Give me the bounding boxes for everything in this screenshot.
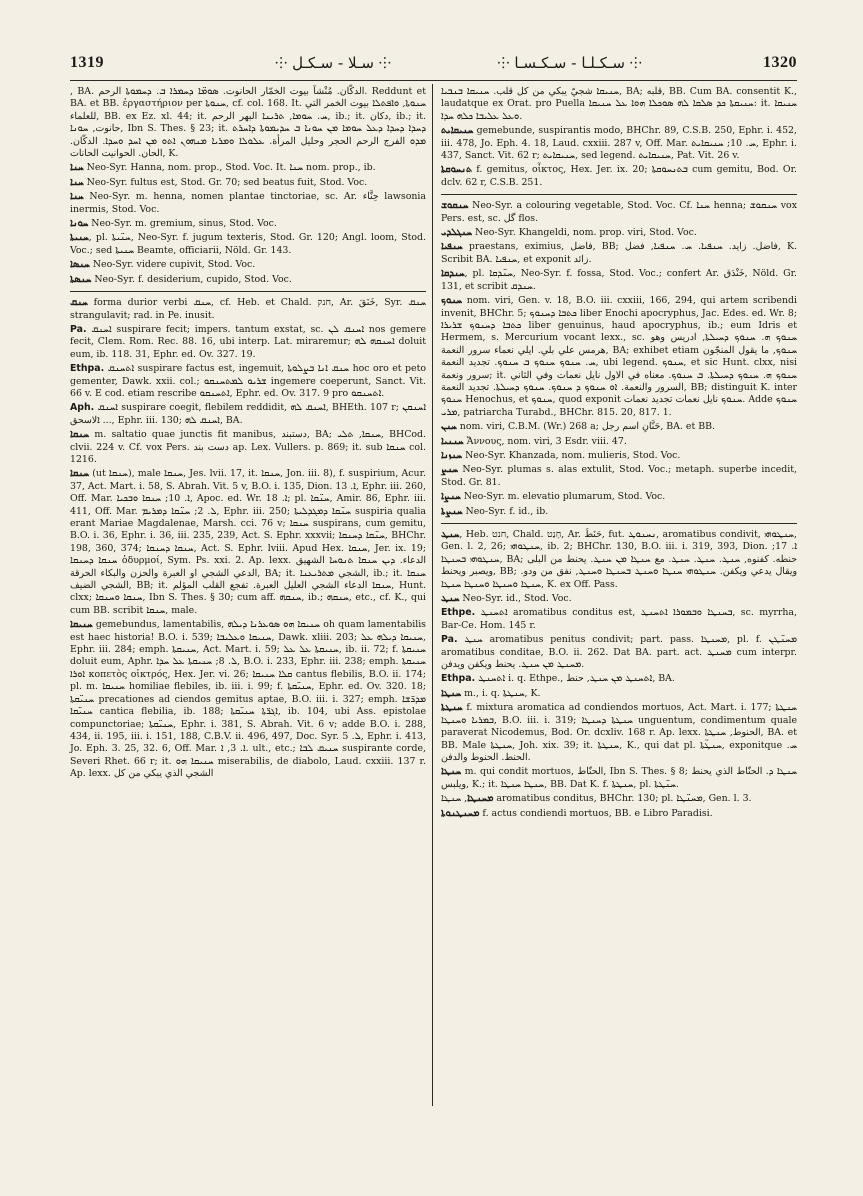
- entry-lemma: ܚܢܝܩܐܝܬ: [441, 125, 474, 137]
- dictionary-entry: [70, 218, 426, 230]
- dictionary-entry: [441, 688, 797, 700]
- dictionary-entry: [70, 468, 426, 617]
- entry-text: gemebunde, suspirantis modo, BHChr. 89, C.S.B. 250, Ephr. i. 452, iii. 478, Jo. Eph. 4. 18, Laud. cxxiii. 287 v, Off. Mar. ܚ. 10; ܚܢܝܩܐܝܬ, Ephr. i. 437, Sanct. Vit. 62 r; ܚܢܝܩܐܝܬ, sed legend. ܚܢܝܩܐܝܬ, Pat. Vit. 26 v.: [441, 125, 798, 162]
- entry-text: m., i. q. ܚܢܛܬܐ, K.: [461, 687, 541, 699]
- entry-lemma: ܚܢܙܢܐ: [441, 449, 463, 461]
- entry-text: Neo-Syr. fultus est, Stod. Gr. 70; sed beatus fuit, Stod. Voc.: [83, 176, 368, 188]
- dictionary-entry: [441, 808, 797, 820]
- left-page-number: 1319: [70, 54, 104, 71]
- entry-lemma: ܚܢܣܐ: [70, 259, 90, 271]
- entry-lemma: ܚܢܩܐ: [70, 468, 90, 480]
- right-column: [441, 86, 797, 822]
- dictionary-entry: [441, 634, 797, 671]
- entry-text: ܐܚܢܩ suspirare coegit, flebilem reddidit, ܐܚܢܩ ܠܗ, BHEth. 107 r; ܐܚܢܩܢ ... ܐلاسحق, Ephr. iii. 130; ܐܚܢܩ ܠܗ, BA.: [70, 402, 426, 426]
- entry-text: Neo-Syr. f. id., ib.: [462, 505, 549, 517]
- entry-text: ܚܢܛ aromatibus penitus condivit; part. pass. ܡܚܢܛܐ, pl. f. ܡܚܢ̈ܛܢ aromatibus conditae, B.O. ii. 262. Dat BA. part. act. ܡܚܢܛ cum interpr. ܡܚܢܛ ܡܢ ܚܢܛ. يحنط ويكفن ويدفن.: [441, 634, 798, 671]
- dictionary-entry: [70, 86, 426, 160]
- entry-text: ܐܬܚܢܛ aromatibus conditus est, ܒܚܢܛܐ ܘܒܡܘܪܐ ܐܬܚܢܛ, sc. myrrha, Bar-Ce. Hom. 145 r.: [441, 607, 797, 631]
- dictionary-entry: [441, 793, 797, 805]
- entry-lemma: Ethpa.: [70, 363, 105, 375]
- dictionary-entry: [441, 268, 797, 293]
- entry-text: Neo-Syr. id., Stod. Voc.: [459, 593, 572, 605]
- dictionary-entry: [441, 421, 797, 433]
- dictionary-entry: [70, 297, 426, 322]
- entry-lemma: ܚܢܣܬܐ: [70, 273, 92, 285]
- dictionary-entry: [70, 429, 426, 466]
- entry-lemma: ܚܢܕܩܐ: [441, 268, 465, 280]
- entry-text: praestans, eximius, فاضل, BB; فاضل. زايد. ܚܢܦܝܐ. ܚ. ܚܢܦܝܐ, فضل, K. Scribit BA. ܚܢܦܝܐ, et exponit زائد.: [441, 241, 798, 265]
- dictionary-entry: [441, 464, 797, 489]
- entry-text: ܐܬܚܢܩ suspirare factus est, ingemuit, ܚܢܩ ܐܢܐ ܒܨܠܘܬܐ hoc oro et peto gementer, Dawk. xxii. col.; ܫܪܝܘ ܠܡܬܚܢܩܘ ingemere coeperunt, Sanct. Vit. 66 v. E cod. etiam rescribe ܐܬܚܢܩܘ, Ephr. ed. Ov. 317. 9 pro ܐܬܚܢܩܘ.: [70, 363, 427, 399]
- entry-text: Neo-Syr. Khangeldi, nom. prop. viri, Stod. Voc.: [472, 227, 697, 239]
- entry-text: forma durior verbi ܚܢܩ, cf. Heb. et Chald. חנק, Ar. خَنَقَ, Syr. ܚܢܩ strangulavit; rad. in Pe. inusit.: [70, 297, 427, 321]
- dictionary-entry: [70, 259, 426, 271]
- entry-text: gemebundus, lamentabilis, ܚܢܝܩܐ ܗܘ ܣܘܥܪܢܐ ܕܝܠܗ oh quam lamentabilis est haec historia! B.O. i. 539; ܚܢܝܩܐ ܘܥܠܝܒܐ, Dawk. xliii. 203; ܚܢܝܩܐ ܕܝܠܗ ܥܠ, Ephr. iii. 284; emph. ܚܢܝܩܬܐ, Act. Mart. i. 59; ܚܢܝܩܬܐ ܥܠ ܥܠ, ib. ii. 72; f. ܚܢܝܩܬܐ doluit eum, Aphr. ܠ. 8; ܚܢܝܩܬܐ ܥܠ ܚܕܐ, B.O. i. 233, Ephr. iii. 238; emph. ܚܢܝܩܬܐ ܐܘܪܐ κοπετὸς οἰκτρός, Hex. Jer. vi. 26; ܩܠܐ ܚܢܝܩܐ cantus flebilis, B.O. ii. 174; pl. m. ܚܢܝܩܐ homiliae flebiles, ib. iii. i. 99; f. ܚܢܝ̈ܩܬܐ, Ephr. ed. Ov. 320. 18; ܚܢܝ̈ܩܬܐ precationes ad ciendos gemitus aptae, B.O. iii. i. 327; emph. ܡܕܪ̈ܫܐ ܚܢܝ̈ܩܐ cantica flebilia, ib. 188; ܐܓܪ̈ܬܐ ܚܢܝ̈ܩܬܐ, ib. 104, ubi Ass. epistolae compunctoriae; ܚܢܝ̈ܩܬܐ, Ephr. i. 381, S. Abrah. Vit. 6 v; adde B.O. i. 288, 434, ii. 195, iii. i. 151, 188, C.B.V. ii. 496, 497, Doc. Syr. ܠ. 5, Ephr. i. 413, Jo. Eph. 3. 25, 32. 6, Off. Mar. ܐ. 3, ܐ. ult., etc.; ܚܢܝܩ ܠܒܐ suspirante corde, Severi Rhet. 66 r; it. ܚܢܝܩܐ ܗܘ miserabilis, de diabolo, Laud. cxxiii. 137 r. Ap. lexx. الشجي الذي يبكي من كل: [70, 619, 426, 780]
- entry-text: , pl. ܚܢ̈ܕܩܐ, Neo-Syr. f. fossa, Stod. Voc.; confert Ar. خَنْدَق, Nöld. Gr. 131, et scribit ܚܢܕܩ.: [441, 268, 797, 292]
- entry-lemma: ܚܢܨ: [441, 464, 459, 476]
- page-header: [70, 52, 797, 74]
- dictionary-entry: [70, 177, 426, 189]
- dictionary-entry: [441, 450, 797, 462]
- entry-text: ܚܢܝܩܐ شجيّ يبكي من كل قلب. ܚܢܝܩܐ ܒܢܒܝܐ, BA; قلبه, BB. Cum BA. consentit K., laudatque ex Orat. pro Puella ܚܢܝܩܬܐ ܟܕ ܣܠܩܐ ܠܗ ܣܘܟܠܐ ܗܘܐ ܥܠ ܚܢܝܩܐ: it. ܚܢܝܩܐ ܘܥܠ ܥܠܝܒܐ ܟܠܗ ܚܕܐ.: [441, 86, 797, 122]
- entry-lemma: Pa.: [70, 323, 87, 335]
- entry-text: , pl. ܚܢ̈ܝܬܐ, Neo-Syr. f. jugum texteris, Stod. Gr. 120; Angl. loom, Stod. Voc.; sed ܚܢܝܬܐ Beamte, officiarii, Nöld. Gr. 143.: [70, 232, 427, 256]
- entry-lemma: Pa.: [441, 634, 458, 646]
- entry-lemma: ܚܢܩ: [70, 297, 88, 309]
- entry-text: f. actus condiendi mortuos, BB. e Libro Paradisi.: [479, 807, 713, 819]
- entry-lemma: ܚܘܢܐ: [70, 218, 89, 230]
- dictionary-entry: [441, 125, 797, 162]
- entry-text: Neo-Syr. plumas s. alas extulit, Stod. Voc.; metaph. superbe incedit, Stod. Gr. 81.: [441, 464, 797, 488]
- entry-text: Neo-Syr. m. elevatio plumarum, Stod. Voc.: [460, 491, 666, 503]
- dictionary-entry: [441, 491, 797, 503]
- section-separator: [441, 194, 797, 195]
- entry-lemma: ܚܢܐ: [70, 176, 84, 188]
- dictionary-entry: [441, 200, 797, 225]
- entry-text: Neo-Syr. a colouring vegetable, Stod. Voc. Cf. ܚܢܐ henna; ܚܢܩܘܫ vox Pers. est, sc. گل flos.: [441, 200, 797, 224]
- dictionary-entry: [441, 164, 797, 189]
- entry-text: Neo-Syr. Khanzada, nom. mulieris, Stod. Voc.: [462, 449, 681, 461]
- header-rule: [70, 80, 797, 81]
- entry-text: f. gemitus, οἶκτος, Hex. Jer. ix. 20; ܒܬܢܚܘܩܬܐ cum gemitu, Bod. Or. dclv. 62 r, C.S.B. 251.: [441, 164, 798, 188]
- section-separator: [70, 291, 426, 292]
- entry-lemma: ܡܚܢܛܐ: [467, 793, 494, 805]
- entry-text: Neo-Syr. m. gremium, sinus, Stod. Voc.: [88, 218, 277, 230]
- dictionary-entry: [441, 593, 797, 605]
- entry-text: Neo-Syr. Hanna, nom. prop., Stod. Voc. It. ܚܢܐ nom. prop., ib.: [83, 162, 376, 174]
- entry-lemma: Ethpe.: [441, 607, 476, 619]
- entry-lemma: ܚܢܢܝܐ: [441, 435, 464, 447]
- dictionary-entry: [441, 227, 797, 239]
- entry-text: , ܚܢܛܐ aromatibus conditus, BHChr. 130; pl. ܡܚܢ̈ܛܐ, Gen. l. 3.: [441, 793, 752, 805]
- dictionary-entry: [441, 529, 797, 591]
- entry-lemma: ܚܢܩܐ: [70, 429, 90, 441]
- dictionary-entry: [441, 295, 797, 419]
- entry-lemma: ܚܢܦܝܐ: [441, 241, 463, 253]
- section-separator: [441, 523, 797, 524]
- dictionary-entry: [70, 363, 426, 400]
- entry-lemma: ܚܢܢ: [441, 421, 457, 433]
- dictionary-entry: [70, 274, 426, 286]
- entry-text: m. qui condit mortuos, الحنّاط, Ibn S. Thes. § 8; ܚܢܛܐ ܕ. الحنّاط الذي يحنط ويلبس, K.; it. ܚܢܛܐ ܚܢܛܐ, BB. Dat K. f. ܚܢܛܬܐ, pl. ܚܢ̈ܛܬܐ.: [441, 766, 798, 790]
- entry-lemma: ܬܢܚܘܩܬܐ: [441, 164, 472, 176]
- entry-text: nom. viri, Gen. v. 18, B.O. iii. cxxiii, 166, 294, qui artem scribendi invenit, BHChr. 5; ܟܬܒܐ ܕܚܢܘܟ liber Enochi apocryphus, Jac. Edes. ed. Wr. 8; ܟܬܒܐ ܕܚܢܘܟ ܫܪܝܪܐ liber genuinus, haud apocryphus, ib.; eum Idris et Hermem, s. Mercurium vocant lexx., sc. ܚܢܘܟ ܗ. ܚܢܘܟ ܕܚܝܠܬܐ, ادريس وهو هرمس علي بلي. ايلي نعماء سرور النعمة, BA; exhibet etiam ܚܢܘܟ, ما يقول المنجّون ܚ. ܚܢܘܟ ܚܢܘܟ ܒ ܚܢܘܟ. تجديد النعمة, ubi legend. ܚܢܘܟ, et sic Hunt. clxx, nisi سرور ونعمة; it. ܚܢܘܟ ܗ. ܚܢܘܟ ܕܚܝܠܬܐ. ܒ ܚܢܘܟ. معناه في الاول نايل نعمات وفي الثاني السرور والنعمة. ܐܘ ܚܢܘܟ ܕ ܚܢܘܟ. ܚܢܘܟ ܕܚܝܠܬܐ. تجديد النعمة, BB; distinguit K. inter ܚܢܘܟ Henochus, et ܚܢܘܟ, quod exponit ܚܢܘܟ نايل نعمات تجديد نعمات. Adde ܚܢܘܟ ܡܪܝ, patriarcha Turabd., BHChr. 815. 20, 817. 1.: [441, 295, 798, 418]
- dictionary-entry: [441, 506, 797, 518]
- entry-text: (ut ܚܢܩܐ), male ܚܢܩܐ, Jes. lvii. 17, it. ܚܢܩܐ, Jon. iii. 8), f. suspirium, Acur. 37, Act. Mart. i. 58, S. Abrah. Vit. 5 v, B.O. i. 135, Dion. ܐ. 13, Ephr. iii. 260, Off. Mar. ܐ. 10; ܚܢܩܐ ܘܒܟܝܐ, Apoc. ed. Wr. ܐ. 18; pl. ܚܢ̈ܩܐ, Amir. 86, Ephr. iii. 411, Off. Mar. ܠ. 2; ܚܢ̈ܩܐ ܕܡܪܝܡ, Ephr. iii. 250; ܚܢ̈ܩܐ ܕܡܓܕܠܝܬܐ suspiria qualia erant Mariae Magdalenae, Marsh. cci. 76 v; ܚܢܩܐ suspirans, cum gemitu, B.O. i. 36, Ephr. i. 36, iii. 235, 239, Act. S. Ephr. xxxvii; ܚܢ̈ܩܐ ܕܚܢܩܐ, BHChr. 198, 360, 374; ܚܢܩܐ ܕܚܢܩܐ, Act. S. Ephr. lviii. Apud Hex. ܚܢܩܐ, Jer. ix. 19; ܚܢܩܐ ܕܚܢܩܐ ὀδυρμοί, Sym. Ps. xxi. 2. Ap. lexx. الدعاء. ܕܝܢ ܚܢܩܐ ܬܢܘܚܐ الشهيق الدعي الشجي او العبرة والحزن والبكاء الحرقة, BA; it. الشجي ܡܬܪܝܥܢܐ, ib.; it. ܚܢܩܐ الشجي الضيف, BB; it. ܚܢܩܐ الدعاء الشجي العليل العبرة. تفجع القلب المؤلم, Hunt. clxx; ܚܢܩܐ ܘܚܢܩܐ, Ibn S. Thes. § 30; cum aff. ܚܢܩܗ, ib.; ܚܢܩܗ, etc., cf. K., qui cum BB. scribit ܚܢܩܐ, male.: [70, 468, 427, 616]
- entry-lemma: ܚܢܛ: [441, 593, 460, 605]
- entry-text: Neo-Syr. m. henna, nomen plantae tinctoriae, sc. Ar. حِنَّاء lawsonia inermis, Stod. Voc.: [70, 191, 426, 215]
- entry-lemma: ܚܢܛܬܐ: [441, 702, 463, 714]
- dictionary-entry: [441, 241, 797, 266]
- entry-lemma: ܡܚܢܛܢܘܬܐ: [441, 807, 480, 819]
- entry-text: , Heb. חנט, Chald. חָנַט, Ar. حَنَطَ, fut. ܢܚܢܘܛ, aromatibus condivit, ܚܢܛܘܗܝ, Gen. l. 2, 26; ܚܢܛܘܗܝ, ib. 2; BHChr. 130, B.O. iii. i. 319, 393, Dion. ܐ. 17; ܚܢܛܘܗܝ ܒܚܢܛܐ, BA; حنطه. كفنوه, ܚܢܛ. ܚܢܛ. ܚܢܛ. مع ܚܢܛܐ ܡܢ ܚܢܛ. يحنط من البلى ويصبر ويحنط, BB; ويقال يدعي ويكفن. ܚܢܛܘܗܝ ܚܢܛܐ ܘܚܢܛ ܒܚܢܛܐ ܘܚܢܛ, نفق من ودو. ܚܢܛܐ ܘܚܢܛܐ ܘܚܢܛܐ ܚܢܛܐ, K. ex Off. Pass.: [441, 529, 797, 590]
- entry-text: Neo-Syr. videre cupivit, Stod. Voc.: [89, 259, 256, 271]
- entry-text: ܐܬܚܢܛ i. q. Ethpe., ܐܬܚܢܛ ܡܢ ܚܢܛ, حنط, BA.: [475, 673, 675, 685]
- column-divider: [432, 84, 433, 1106]
- dictionary-entry: [441, 766, 797, 791]
- entry-lemma: ܚܢܩܘܫ: [441, 200, 469, 212]
- entry-text: f. mixtura aromatica ad condiendos mortuos, Act. Mart. i. 177; ܚܢܛܬܐ ܒܡܪܝܐ ܘܚܢܛܐ, B.O. iii. i. 319; ܚܢܛܬܐ ܕܚܢܛܐ unguentum, condimentum quale paraverat Nicodemus, Bod. Or. dcxliv. 168 r. Ap. lexx. الحنوط, ܚܢܛܬܐ, BA. et BB. Male ܚܢܛܬܐ, Joh. xix. 39; it. ܚܢܛܬܐ, K., qui dat pl. ܚܢܛ̈ܬܐ, exponitque ܚ. الحنط. الحنوط والدفن.: [441, 702, 798, 763]
- entry-lemma: ܚܢܘܟ: [441, 295, 463, 307]
- entry-lemma: ܚܢܝܩܐ: [70, 619, 93, 631]
- entry-text: , BA. الدكّان. مُنْشآ بيوت الخمّار الحانوت. ܣܘܡ̈ܐ ܕܚܡܪܐ ܒ. ܕܚܡܘܬܐ الرحم. Reddunt et BA. et BB. ἐργαστήριον per ܚܢܘܬܐ, cf. col. 168. It. ܚܢܘܬܐ, ܘܐܦܬܠܐ بيوت الخمر التي للعلماء, BB. ex Ez. xl. 44; it. ܚ. ܚܘܡܐ, ܬܪܝܢܐ البهر الرحم, ib.; it. دكان, ib.; it. حانوت, ܚܘܢܐ, Ibn S. Thes. § 23; it. ܕܚܕܐ ܕܚܕܐ ܕܥܠ ܚܘܡܐ ܡܢ ܚܘܢܐ ܒ ܚܕܝܡܘܬܐ ܕܐܚܪܬ ܡܕܘ الفرج الرحم الحجر وحليل المرأة. ܥܠܘܠܐ ܘܡܪܝܐ ܡܢܗܘܢ ܐܬܘ ܡܢ ܐܚܕ ܘܚܕܐ. الدكّان. الحان. الحوانيت الحانات, K.: [70, 86, 427, 160]
- dictionary-entry: [70, 402, 426, 427]
- entry-lemma: ܚܢܝܬܐ: [70, 232, 89, 244]
- entry-lemma: ܚܢܛܐ: [441, 766, 462, 778]
- left-running-head: ⸭ سـلا - سـكـل ⸭: [275, 54, 392, 72]
- entry-lemma: ܚܢܓܠܕܝ: [441, 227, 473, 239]
- entry-lemma: ܚܢܨܐ: [441, 491, 461, 503]
- entry-lemma: ܚܢܐ: [70, 162, 84, 174]
- dictionary-entry: [70, 619, 426, 780]
- entry-text: nom. viri, C.B.M. (Wr.) 268 a; حَنَّانِ اسم رجل, BA. et BB.: [456, 421, 715, 433]
- right-page-number: 1320: [763, 54, 797, 71]
- entry-lemma: Aph.: [70, 402, 95, 414]
- right-running-head: ⸭ سـكـلـا - سـكـسـا ⸭: [497, 54, 642, 72]
- entry-text: Ἄννους, nom. viri, 3 Esdr. viii. 47.: [463, 435, 627, 447]
- entry-lemma: ܚܢܐ: [70, 191, 84, 203]
- dictionary-entry: [441, 607, 797, 632]
- entry-lemma: ܚܢܨܬܐ: [441, 505, 463, 517]
- dictionary-entry: [70, 162, 426, 174]
- entry-lemma: ܚܢܛܐ: [441, 687, 462, 699]
- dictionary-entry: [441, 86, 797, 123]
- left-column: [70, 86, 426, 783]
- dictionary-entry: [70, 191, 426, 216]
- dictionary-entry: [441, 436, 797, 448]
- entry-text: m. saltatio quae junctis fit manibus, دستبند, BA; ܚܢܩܐ, ܬܠܝ, BHCod. clvii. 224 v. Cf. vox Pers. دست بند ap. Lex. Vullers. p. 869; it. sub ܚܢܩܐ col. 1216.: [70, 429, 427, 465]
- dictionary-entry: [441, 673, 797, 685]
- entry-text: ܐܚܢܩ suspirare fecit; impers. tantum exstat, sc. ܐܚܢܩ ܠܢ nos gemere fecit, Clem. Rom. Rec. 88. 16, ubi interp. Lat. miraremur; ܐܚܢܩܗ ܠܗ doluit eum, ib. 118. 31, Ephr. ed. Ov. 327. 19.: [70, 323, 427, 360]
- entry-text: Neo-Syr. f. desiderium, cupido, Stod. Voc.: [91, 273, 292, 285]
- entry-lemma: Ethpa.: [441, 673, 476, 685]
- dictionary-entry: [70, 232, 426, 257]
- dictionary-entry: [441, 702, 797, 764]
- dictionary-entry: [70, 324, 426, 361]
- entry-lemma: ܚܢܛ: [441, 529, 460, 540]
